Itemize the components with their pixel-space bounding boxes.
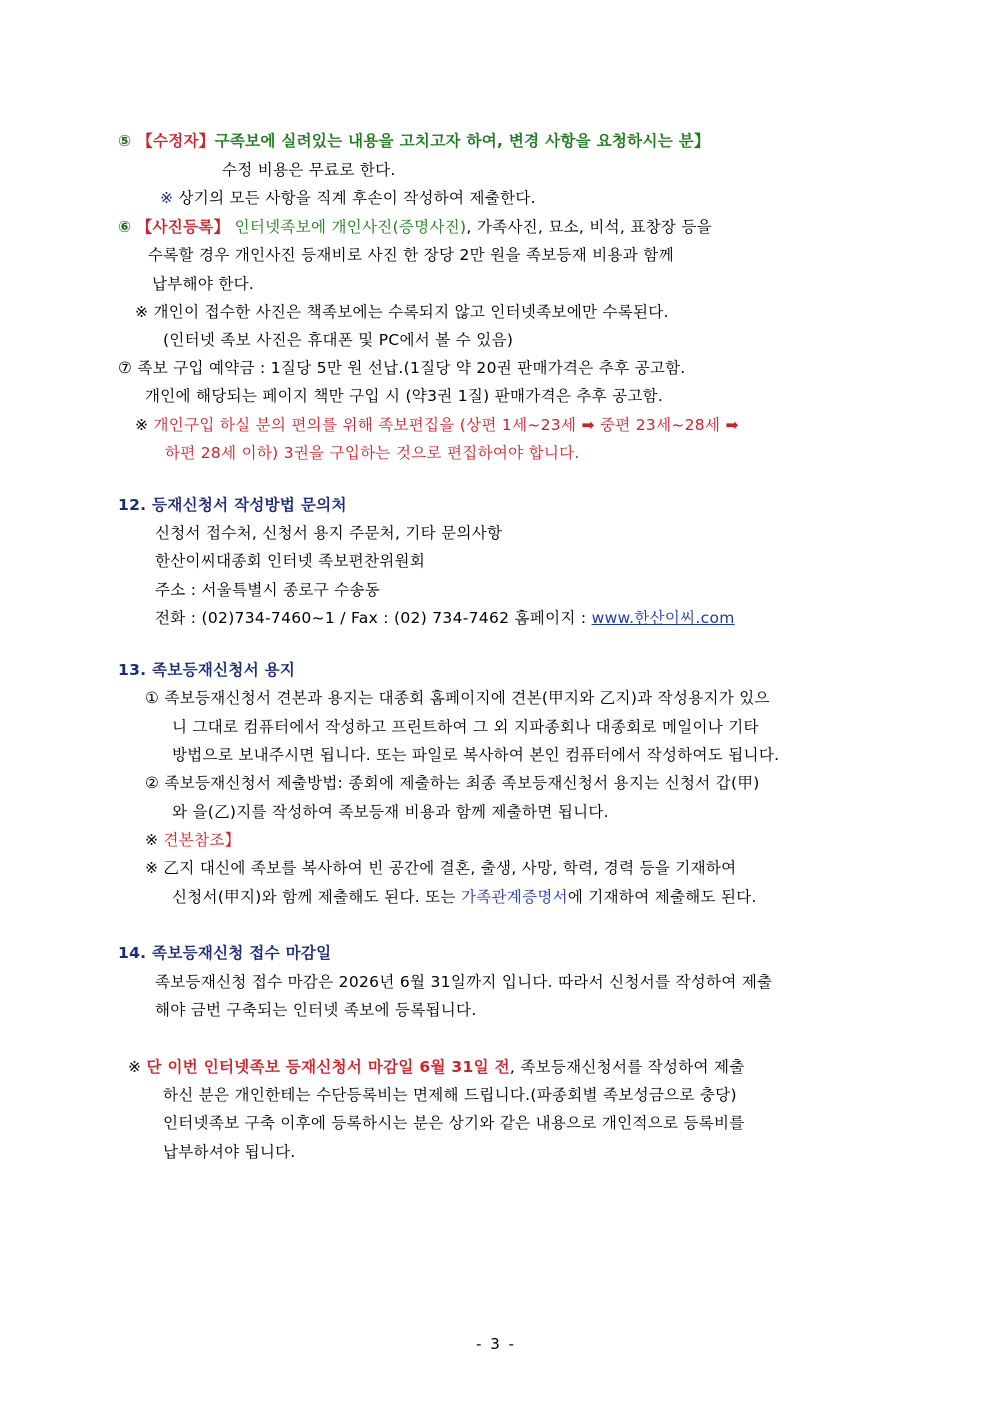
section13-note2-line2 bbox=[172, 887, 757, 907]
reference-mark-icon: ※ bbox=[128, 1058, 142, 1076]
item7-line2: 개인에 해당되는 페이지 책만 구입 시 (약3권 1질) 판매가격은 추후 공고함. bbox=[145, 387, 664, 405]
section12-heading: 12. 등재신청서 작성방법 문의처 bbox=[118, 496, 347, 514]
section13-item2-line2: 와 을(乙)지를 작성하여 족보등재 비용과 함께 제출하면 됩니다. bbox=[172, 803, 609, 821]
section13-note1-text: 견본참조】 bbox=[163, 831, 241, 849]
item6-line3: 납부해야 한다. bbox=[152, 275, 255, 293]
section13-note1 bbox=[145, 830, 240, 850]
homepage-link[interactable]: www.한산이씨.com bbox=[591, 609, 735, 627]
item7-note1 bbox=[135, 415, 739, 435]
section13-item1-line2: 니 그대로 컴퓨터에서 작성하고 프린트하여 그 외 지파종회나 대종회로 메일이나 기타 bbox=[172, 718, 759, 736]
final-note-line2: 하신 분은 개인한테는 수단등록비는 면제해 드립니다.(파종회별 족보성금으로 충당) bbox=[163, 1086, 737, 1104]
section13-item2-line1: ② 족보등재신청서 제출방법: 종회에 제출하는 최종 족보등재신청서 용지는 신청서 갑(甲) bbox=[145, 774, 760, 792]
section13-note2-line2a: 신청서(甲지)와 함께 제출해도 된다. 또는 bbox=[172, 888, 461, 906]
item5-note bbox=[160, 188, 536, 208]
section12-line1: 신청서 접수처, 신청서 용지 주문처, 기타 문의사항 bbox=[155, 524, 503, 542]
item6-note2: (인터넷 족보 사진은 휴대폰 및 PC에서 볼 수 있음) bbox=[163, 331, 514, 349]
reference-mark-icon: ※ bbox=[145, 859, 159, 877]
section13-item1-line1: ① 족보등재신청서 견본과 용지는 대종회 홈페이지에 견본(甲지와 乙지)과 작성용지가 있으 bbox=[145, 689, 770, 707]
item5-title bbox=[118, 131, 710, 151]
section12-line2: 한산이씨대종회 인터넷 족보편찬위원회 bbox=[155, 552, 426, 570]
section14-heading: 14. 족보등재신청 접수 마감일 bbox=[118, 944, 332, 962]
item6-note-text: 개인이 접수한 사진은 책족보에는 수록되지 않고 인터넷족보에만 수록된다. bbox=[153, 303, 669, 321]
item6-number: ⑥ bbox=[118, 218, 132, 236]
final-note-red: 단 이번 인터넷족보 등재신청서 마감일 6월 31일 전 bbox=[146, 1058, 510, 1076]
section14-line1: 족보등재신청 접수 마감은 2026년 6월 31일까지 입니다. 따라서 신청서를 작성하여 제출 bbox=[155, 973, 773, 991]
item5-note-text: 상기의 모든 사항을 직계 후손이 작성하여 제출한다. bbox=[178, 189, 536, 207]
reference-mark-icon: ※ bbox=[135, 303, 149, 321]
section13-item1-line3: 방법으로 보내주시면 됩니다. 또는 파일로 복사하여 본인 컴퓨터에서 작성하여도 됩니다. bbox=[172, 746, 780, 764]
section13-note2-text: 乙지 대신에 족보를 복사하여 빈 공간에 결혼, 출생, 사망, 학력, 경력 등을 기재하여 bbox=[163, 859, 737, 877]
item6-note bbox=[135, 302, 669, 322]
reference-mark-icon: ※ bbox=[145, 831, 159, 849]
item7-note2: 하편 28세 이하) 3권을 구입하는 것으로 편집하여야 합니다. bbox=[165, 444, 580, 462]
section12-contact bbox=[155, 608, 735, 628]
item5-title-text: 구족보에 실려있는 내용을 고치고자 하여, 변경 사항을 요청하시는 분】 bbox=[214, 132, 710, 150]
reference-mark-icon: ※ bbox=[160, 189, 174, 207]
item6-green-text: 인터넷족보에 개인사진(증명사진) bbox=[234, 218, 467, 236]
final-note-rest: , 족보등재신청서를 작성하여 제출 bbox=[509, 1058, 745, 1076]
section14-line2: 해야 금번 구축되는 인터넷 족보에 등록됩니다. bbox=[155, 1001, 477, 1019]
reference-mark-icon: ※ bbox=[135, 416, 149, 434]
final-note-line1 bbox=[128, 1057, 745, 1077]
family-certificate-term: 가족관계증명서 bbox=[460, 888, 568, 906]
item7-note1-text: 개인구입 하실 분의 편의를 위해 족보편집을 (상편 1세~23세 ➡ 중편 23세~28세 ➡ bbox=[153, 416, 739, 434]
item5-line2: 수정 비용은 무료로 한다. bbox=[222, 161, 396, 179]
item5-number: ⑤ bbox=[118, 132, 132, 150]
item6-line1 bbox=[118, 217, 712, 237]
section12-phone: 전화 : (02)734-7460~1 / Fax : (02) 734-7462 홈페이지 : bbox=[155, 609, 587, 627]
section13-heading: 13. 족보등재신청서 용지 bbox=[118, 661, 296, 679]
section13-note2-line1 bbox=[145, 858, 736, 878]
final-note-line4: 납부하셔야 됩니다. bbox=[163, 1143, 296, 1161]
item6-rest-text: , 가족사진, 묘소, 비석, 표창장 등을 bbox=[466, 218, 712, 236]
item6-line2: 수록할 경우 개인사진 등재비로 사진 한 장당 2만 원을 족보등재 비용과 함께 bbox=[148, 246, 674, 264]
page-number: - 3 - bbox=[476, 1335, 516, 1353]
section12-address: 주소 : 서울특별시 종로구 수송동 bbox=[155, 581, 380, 599]
final-note-line3: 인터넷족보 구축 이후에 등록하시는 분은 상기와 같은 내용으로 개인적으로 등록비를 bbox=[163, 1114, 745, 1132]
item5-tag: 【수정자】 bbox=[137, 132, 215, 150]
item6-tag: 【사진등록】 bbox=[136, 218, 230, 236]
section13-note2-line2c: 에 기재하여 제출해도 된다. bbox=[567, 888, 757, 906]
item7-line1: ⑦ 족보 구입 예약금 : 1질당 5만 원 선납.(1질당 약 20권 판매가격은 추후 공고함. bbox=[118, 359, 686, 377]
